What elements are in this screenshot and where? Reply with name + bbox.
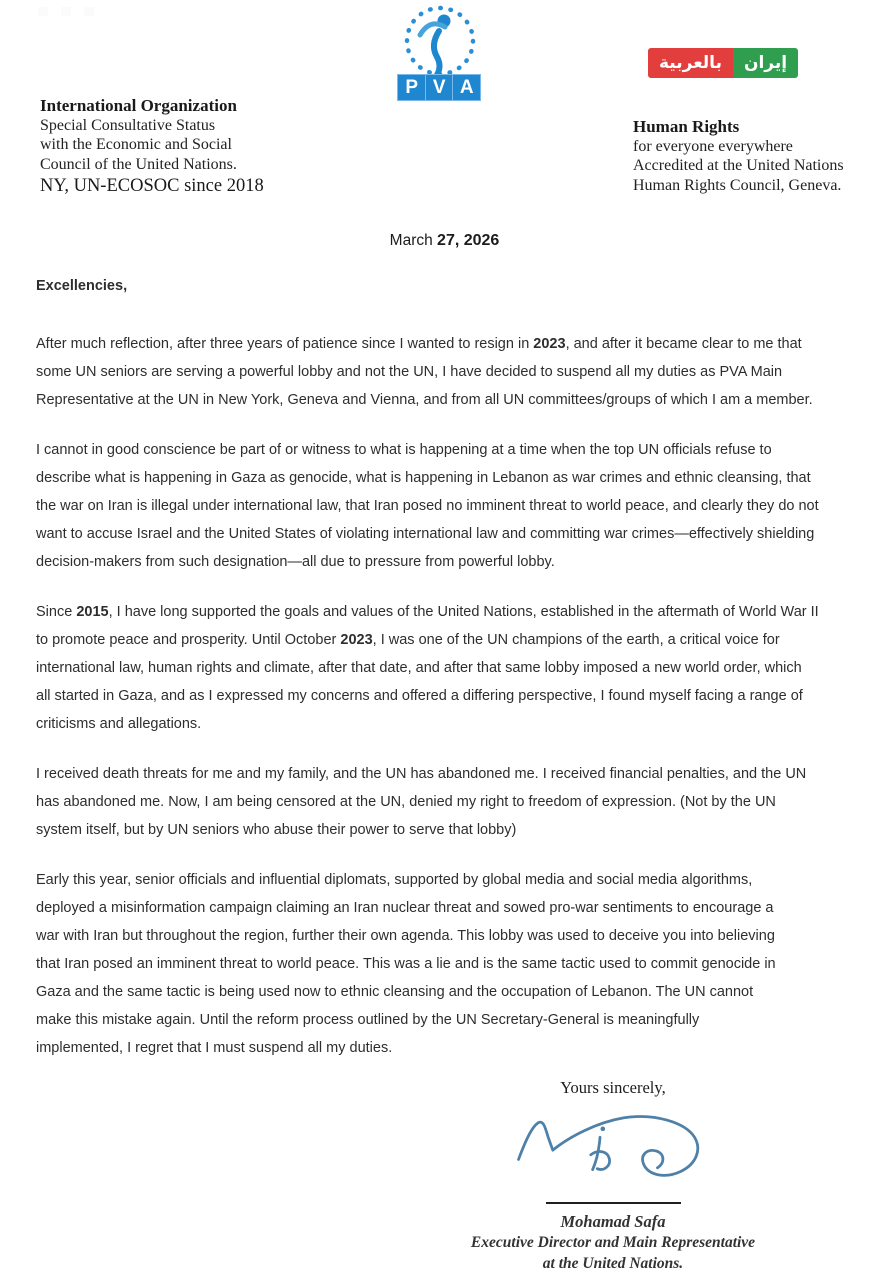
- body-paragraph: I cannot in good conscience be part of or witness to what is happening at a time when the top UN officials refuse to describe what is happening in Gaza as genocide, what is happening in Lebanon as war crimes and ethnic cleansing, that the war on Iran is illegal under international law, that Iran posed no imminent threat to world peace, and clearly they do not want to accuse Israel and the United States of violating international law and committing war crimes—effectively shielding decision-makers from such designation—all due to pressure from powerful lobby.: [36, 442, 819, 570]
- letter-paragraphs: [36, 330, 862, 1062]
- pva-letter-v: V: [425, 74, 454, 101]
- signature-line: [546, 1202, 681, 1204]
- org-ecosoc-line: NY, UN-ECOSOC since 2018: [40, 176, 264, 196]
- body-paragraph: Since 2015, I have long supported the goals and values of the United Nations, established in the aftermath of World War II to promote peace and prosperity. Until October 2023, I was one of the UN champions of the earth, a critical voice for international law, human rights and climate, after that date, and after that same lobby imposed a new world order, which all started in Gaza, and as I expressed my concerns and offered a differing perspective, I found myself facing a range of criticisms and allegations.: [36, 604, 819, 732]
- org-status-line2: with the Economic and Social: [40, 136, 232, 153]
- closing-block: [413, 1078, 813, 1274]
- body-paragraph: After much reflection, after three years of patience since I wanted to resign in 2023, and after it became clear to me that some UN seniors are serving a powerful lobby and not the UN, I have decided to suspend all my duties as PVA Main Representative at the UN in New York, Geneva and Vienna, and from all UN committees/groups of which I am a member.: [36, 336, 813, 408]
- pva-letter-a: A: [452, 74, 481, 101]
- body-paragraph: Early this year, senior officials and influential diplomats, supported by global media and social media algorithms, deployed a misinformation campaign claiming an Iran nuclear threat and sowed pro-war sentiments to encourage a war with Iran but throughout the region, further their own agenda. This lobby was used to deceive you into believing that Iran posed an imminent threat to world peace. This was a lie and is the same tactic used to commit genocide in Gaza and the same tactic is being used now to ethnic cleansing and the occupation of Lebanon. The UN cannot make this mistake again. Until the reform process outlined by the UN Secretary-General is meaningfully implemented, I regret that I must suspend all my duties.: [36, 872, 776, 1056]
- org-name: International Organization: [40, 96, 237, 115]
- signatory-title-line2: at the United Nations.: [542, 1255, 684, 1272]
- body-paragraph: I received death threats for me and my family, and the UN has abandoned me. I received financial penalties, and the UN has abandoned me. Now, I am being censored at the UN, denied my right to freedom of expression. (Not by the UN system itself, but by UN seniors who abuse their power to serve that lobby): [36, 766, 807, 838]
- iran-in-arabic-logo: [648, 48, 798, 78]
- pva-logo: [392, 4, 488, 101]
- signatory-title-line1: Executive Director and Main Representative: [470, 1234, 756, 1251]
- pva-letter-p: P: [397, 74, 426, 101]
- pva-letters: [399, 74, 482, 101]
- letterhead-right-block: [633, 117, 844, 195]
- signature: [413, 1102, 813, 1190]
- letter-date: [0, 232, 889, 250]
- signatory-name: Mohamad Safa: [560, 1212, 666, 1231]
- salutation: Excellencies,: [36, 278, 128, 294]
- hr-accreditation-line1: Accredited at the United Nations: [633, 157, 844, 174]
- letter-body: [36, 272, 862, 1084]
- faint-corner-watermark: [38, 7, 94, 16]
- pva-figure-icon: [393, 4, 487, 82]
- valediction: Yours sincerely,: [560, 1078, 666, 1097]
- hr-title: Human Rights: [633, 117, 740, 136]
- letterhead-left-block: [40, 96, 264, 197]
- arabic-logo-red-text: بالعربية: [648, 48, 733, 78]
- date-day-year: 27, 2026: [437, 232, 500, 249]
- hr-tagline: for everyone everywhere: [633, 137, 793, 155]
- arabic-logo-green-text: إيران: [733, 48, 798, 78]
- org-status-line3: Council of the United Nations.: [40, 155, 237, 173]
- org-status-line1: Special Consultative Status: [40, 116, 216, 134]
- handwritten-signature-icon: [503, 1102, 723, 1190]
- date-month: March: [389, 232, 438, 249]
- hr-accreditation-line2: Human Rights Council, Geneva.: [633, 176, 842, 194]
